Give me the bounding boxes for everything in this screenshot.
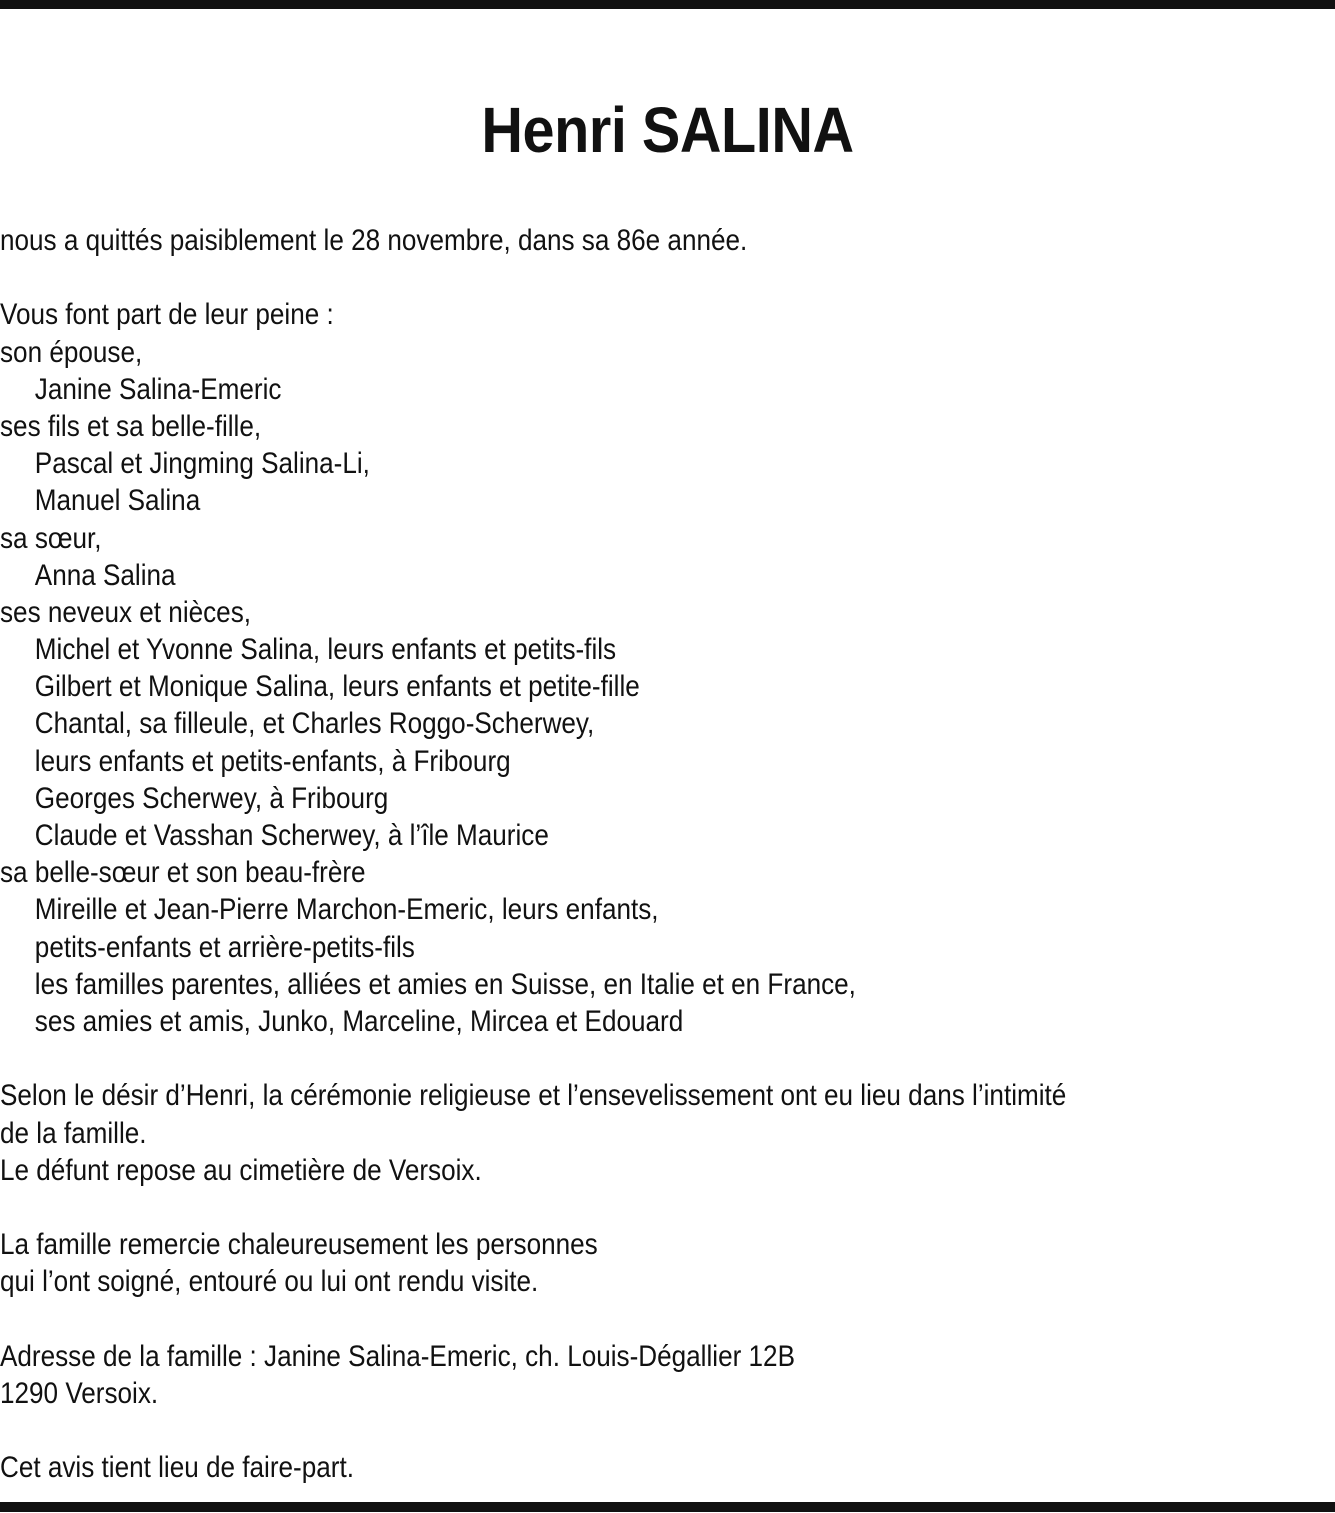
deceased-name-title: Henri SALINA [481, 94, 854, 166]
family-list [0, 334, 1161, 1041]
family-member-line: les familles parentes, alliées et amies en Suisse, en Italie et en France, [34, 967, 856, 1001]
thanks-line-2: qui l’ont soigné, entouré ou lui ont rendu visite. [0, 1265, 539, 1299]
family-member-line: Michel et Yvonne Salina, leurs enfants et petits-fils [34, 633, 617, 667]
family-member-line: Janine Salina-Emeric [34, 372, 282, 406]
bottom-rule [0, 1502, 1335, 1512]
family-member-line: Pascal et Jingming Salina-Li, [34, 447, 370, 481]
family-member-line: Mireille et Jean-Pierre Marchon-Emeric, leurs enfants, [34, 893, 659, 927]
family-member-line: ses amies et amis, Junko, Marceline, Mircea et Edouard [34, 1004, 684, 1038]
address-line-2: 1290 Versoix. [0, 1376, 159, 1410]
family-member-line: Georges Scherwey, à Fribourg [34, 781, 389, 815]
ceremony-line-2: de la famille. [0, 1116, 147, 1150]
family-member-line: petits-enfants et arrière-petits-fils [34, 930, 415, 964]
ceremony-line-1: Selon le désir d’Henri, la cérémonie religieuse et l’ensevelissement ont eu lieu dans l’intimité [0, 1079, 1067, 1113]
relation-label: ses fils et sa belle-fille, [0, 409, 262, 443]
notice-body [0, 222, 1161, 1486]
relation-label: sa belle-sœur et son beau-frère [0, 856, 366, 890]
thanks-line-1: La famille remercie chaleureusement les personnes [0, 1228, 598, 1262]
top-rule [0, 0, 1335, 9]
ceremony-line-3: Le défunt repose au cimetière de Versoix. [0, 1153, 482, 1187]
spacer [0, 1412, 1161, 1449]
family-member-line: Chantal, sa filleule, et Charles Roggo-Scherwey, [34, 707, 595, 741]
relation-label: ses neveux et nièces, [0, 595, 252, 629]
spacer [0, 259, 1161, 296]
spacer [0, 1300, 1161, 1337]
relation-label: sa sœur, [0, 521, 102, 555]
relation-label: son épouse, [0, 335, 143, 369]
family-member-line: leurs enfants et petits-enfants, à Fribourg [34, 744, 511, 778]
family-member-line: Claude et Vasshan Scherwey, à l’île Maurice [34, 819, 549, 852]
family-member-line: Manuel Salina [34, 484, 201, 518]
spacer [0, 1040, 1161, 1077]
family-member-line: Anna Salina [34, 558, 176, 592]
spacer [0, 1189, 1161, 1226]
family-heading: Vous font part de leur peine : [0, 298, 334, 332]
closing-text: Cet avis tient lieu de faire-part. [0, 1451, 354, 1485]
intro-text: nous a quittés paisiblement le 28 novembre, dans sa 86e année. [0, 224, 748, 257]
address-line-1: Adresse de la famille : Janine Salina-Emeric, ch. Louis-Dégallier 12B [0, 1339, 795, 1373]
family-member-line: Gilbert et Monique Salina, leurs enfants et petite-fille [34, 670, 640, 704]
